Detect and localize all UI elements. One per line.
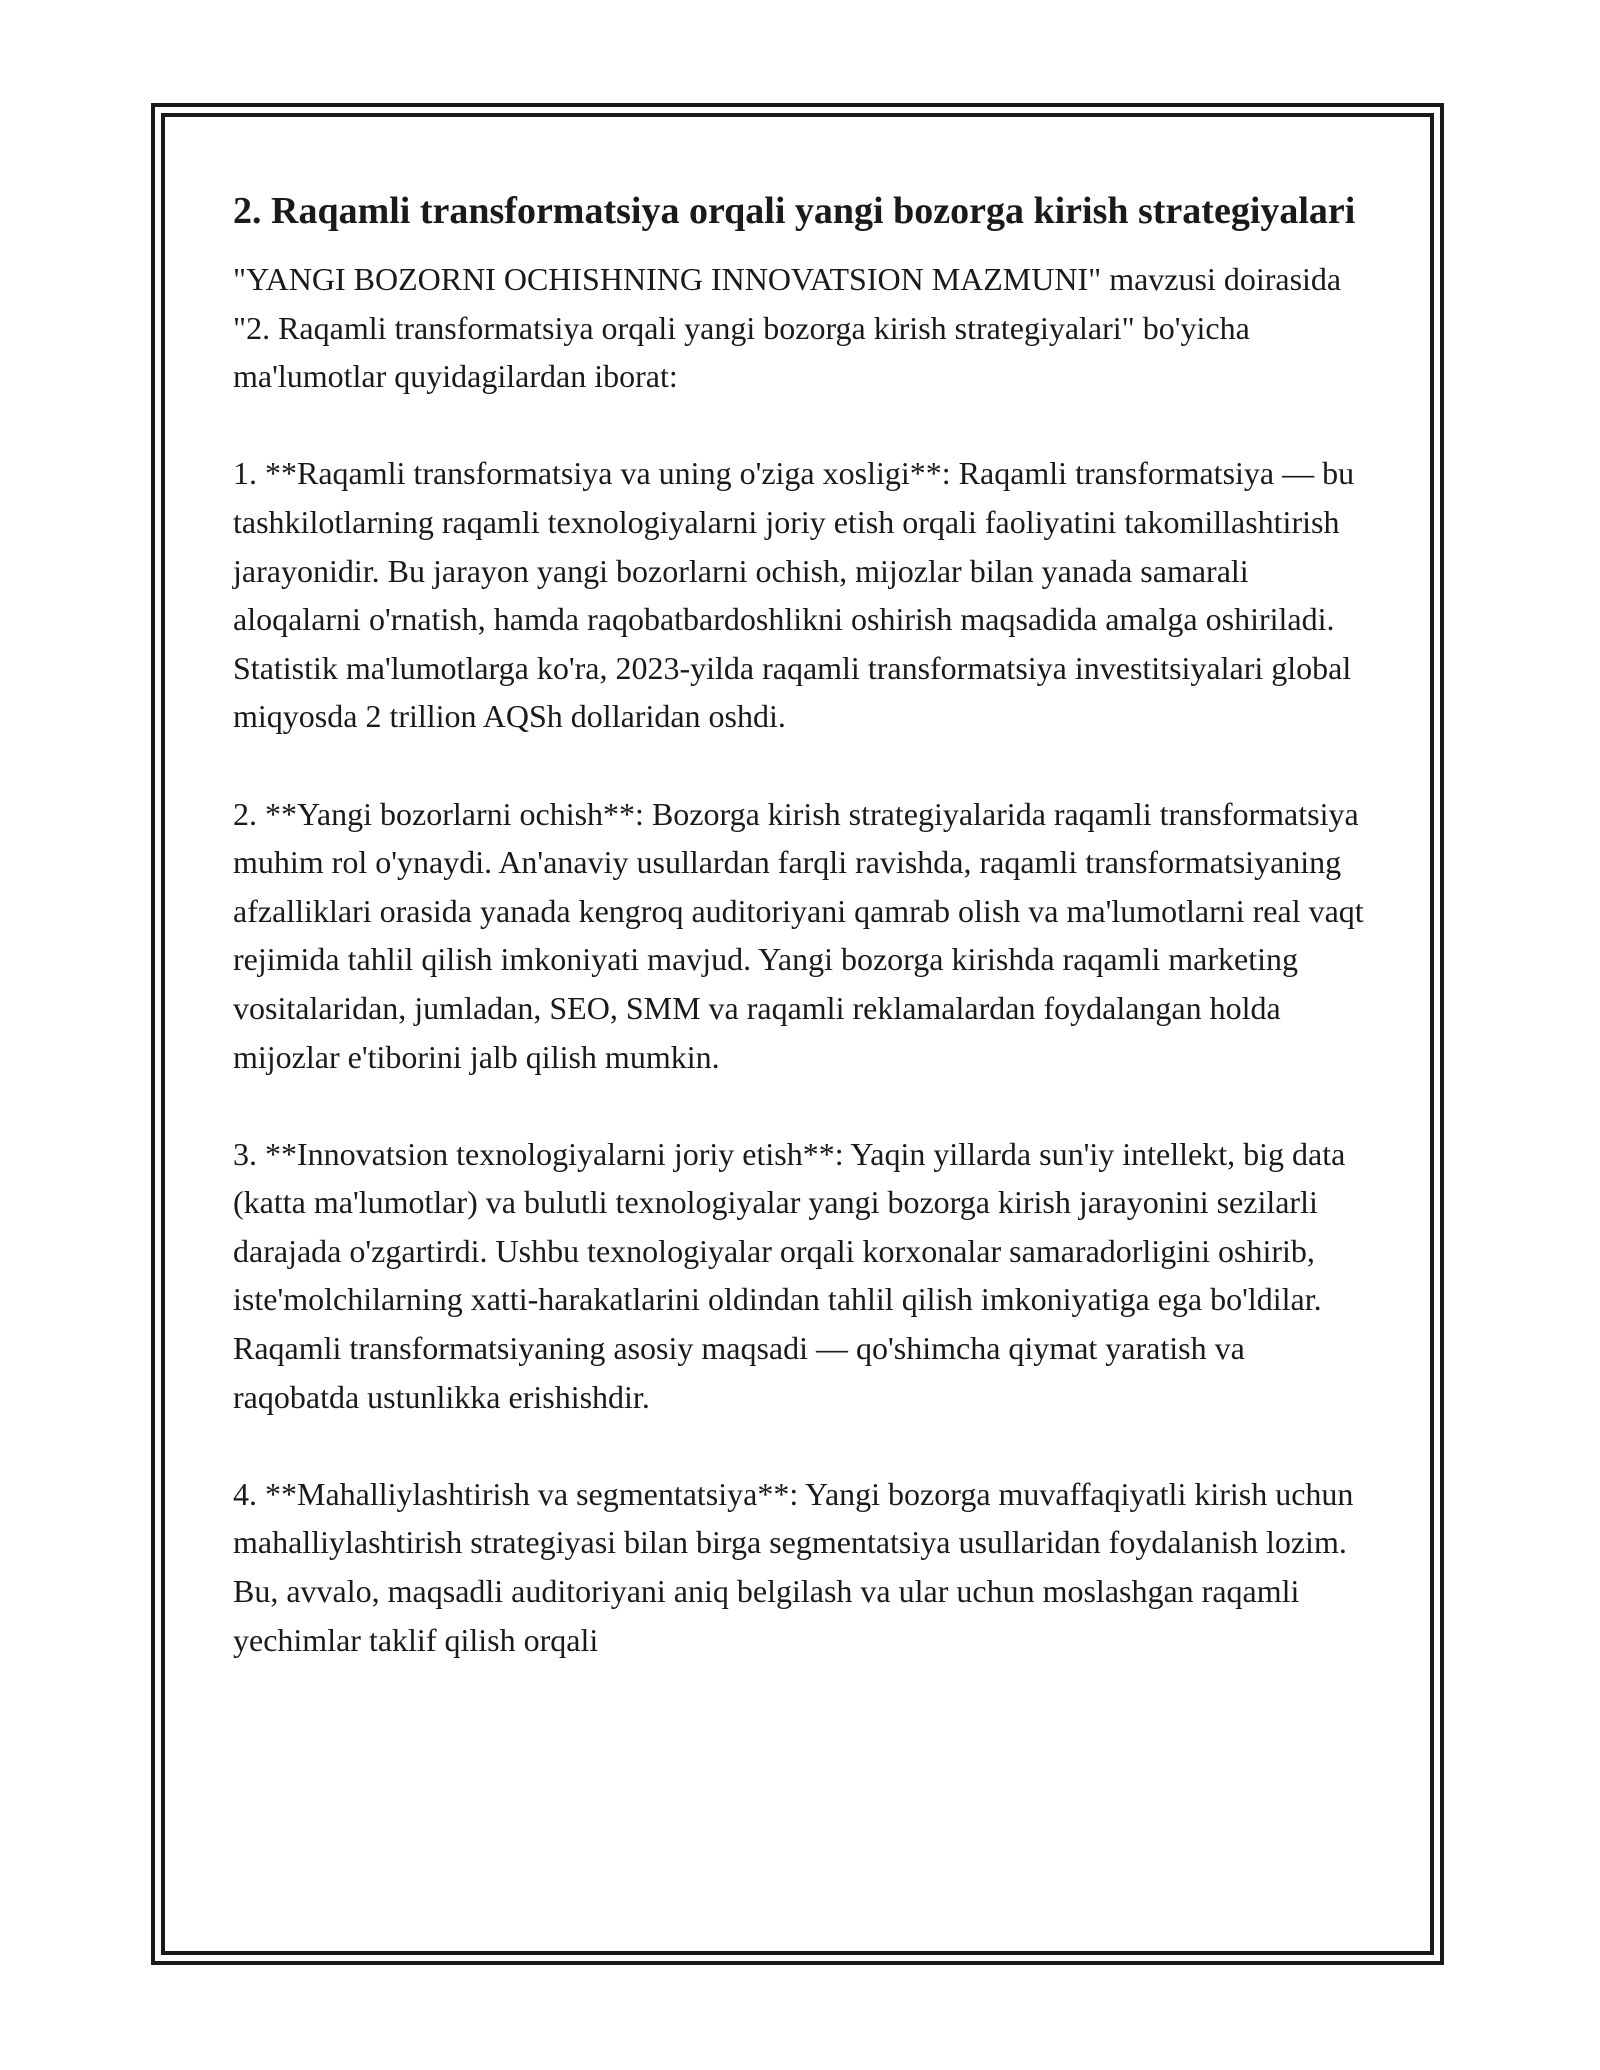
intro-paragraph: "YANGI BOZORNI OCHISHNING INNOVATSION MAZMUNI" mavzusi doirasida "2. Raqamli transformatsiya orqali yangi bozorga kirish strategiyalari" bo'yicha ma'lumotlar quyidagilardan iborat: xyxy=(233,261,1342,395)
section-title: 2. Raqamli transformatsiya orqali yangi bozorga kirish strategiyalari xyxy=(233,190,1356,232)
document-body xyxy=(233,183,1368,1664)
paragraph-2: 2. **Yangi bozorlarni ochish**: Bozorga kirish strategiyalarida raqamli transformatsiya muhim rol o'ynaydi. An'anaviy usullardan farqli ravishda, raqamli transformatsiyaning afzalliklari orasida yanada kengroq auditoriyani qamrab olish va ma'lumotlarni real vaqt rejimida tahlil qilish imkoniyati mavjud. Yangi bozorga kirishda raqamli marketing vositalaridan, jumladan, SEO, SMM va raqamli reklamalardan foydalangan holda mijozlar e'tiborini jalb qilish mumkin. xyxy=(233,795,1364,1075)
paragraph-4: 4. **Mahalliylashtirish va segmentatsiya**: Yangi bozorga muvaffaqiyatli kirish uchun mahalliylashtirish strategiyasi bilan birga segmentatsiya usullaridan foydalanish lozim. Bu, avvalo, maqsadli auditoriyani aniq belgilash va ular uchun moslashgan raqamli yechimlar taklif qilish orqali xyxy=(233,1475,1354,1658)
paragraph-3: 3. **Innovatsion texnologiyalarni joriy etish**: Yaqin yillarda sun'iy intellekt, big data (katta ma'lumotlar) va bulutli texnologiyalar yangi bozorga kirish jarayonini sezilarli darajada o'zgartirdi. Ushbu texnologiyalar orqali korxonalar samaradorligini oshirib, iste'molchilarning xatti-harakatlarini oldindan tahlil qilish imkoniyatiga ega bo'ldilar. Raqamli transformatsiyaning asosiy maqsadi — qo'shimcha qiymat yaratish va raqobatda ustunlikka erishishdir. xyxy=(233,1135,1346,1415)
paragraph-1: 1. **Raqamli transformatsiya va uning o'ziga xosligi**: Raqamli transformatsiya — bu tashkilotlarning raqamli texnologiyalarni joriy etish orqali faoliyatini takomillashtirish jarayonidir. Bu jarayon yangi bozorlarni ochish, mijozlar bilan yanada samarali aloqalarni o'rnatish, hamda raqobatbardoshlikni oshirish maqsadida amalga oshiriladi. Statistik ma'lumotlarga ko'ra, 2023-yilda raqamli transformatsiya investitsiyalari global miqyosda 2 trillion AQSh dollaridan oshdi. xyxy=(233,455,1355,735)
